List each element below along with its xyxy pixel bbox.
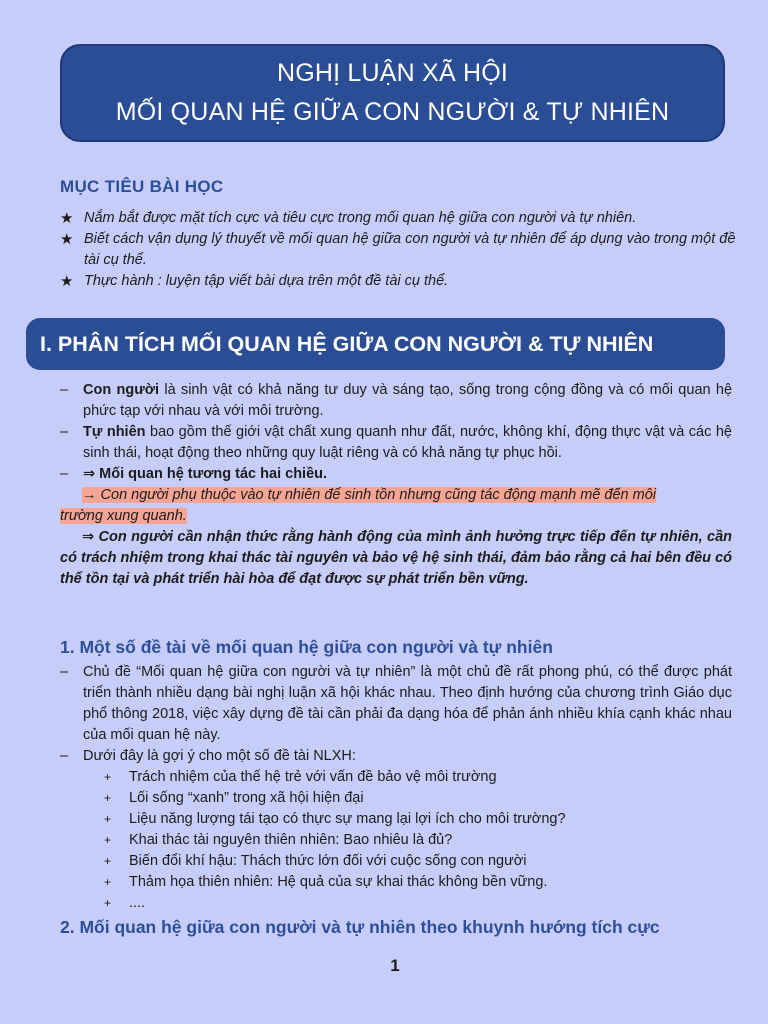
section-heading-box (26, 318, 725, 370)
list-item (60, 662, 732, 746)
section-content (60, 380, 732, 590)
topic-list (60, 767, 732, 914)
list-item (60, 464, 732, 485)
plus-marker: + (104, 875, 112, 889)
section-heading: I. PHÂN TÍCH MỐI QUAN HỆ GIỮA CON NGƯỜI & TỰ NHIÊN (40, 331, 654, 356)
goals-list (60, 208, 740, 292)
plus-marker: + (104, 770, 112, 784)
dash-marker: – (60, 664, 69, 680)
topic-item: + Khai thác tài nguyên thiên nhiên: Bao nhiêu là đủ? (60, 830, 732, 851)
highlighted-statement (60, 485, 732, 527)
goal-item (60, 229, 740, 271)
plus-marker: + (104, 791, 112, 805)
term-nature-definition: bao gồm thế giới vật chất xung quanh như đất, nước, không khí, động thực vật và các hệ sinh thái, hoạt động theo những quy luật riêng và có khả năng tự phục hồi. (83, 424, 732, 461)
goal-item (60, 208, 740, 229)
subsection-heading-1: 1. Một số đề tài về mối quan hệ giữa con người và tự nhiên (60, 637, 553, 657)
plus-marker: + (104, 854, 112, 868)
topic-intro-paragraph: Chủ đề “Mối quan hệ giữa con người và tự nhiên” là một chủ đề rất phong phú, có thể được phát triển thành nhiều dạng bài nghị luận xã hội khác nhau. Theo định hướng của chương trình Giáo dục phổ thông 2018, việc xây dựng đề tài cần phải đa dạng hóa để phản ánh nhiều khía cạnh khác nhau của mối quan hệ này. (83, 664, 732, 743)
conclusion-paragraph: ⇒ Con người cần nhận thức rằng hành động của mình ảnh hưởng trực tiếp đến tự nhiên, cần có trách nhiệm trong khai thác tài nguyên và bảo vệ hệ sinh thái, đảm bảo rằng cả hai bên đều có thể tồn tại và phát triển hài hòa để đạt được sự phát triển bền vững. (60, 529, 732, 587)
goals-heading: MỤC TIÊU BÀI HỌC (60, 177, 224, 196)
relationship-statement: ⇒ Mối quan hệ tương tác hai chiều. (83, 466, 328, 482)
star-icon: ★ (60, 273, 74, 290)
title-line-2: MỐI QUAN HỆ GIỮA CON NGƯỜI & TỰ NHIÊN (115, 98, 670, 126)
topic-item: + Lối sống “xanh” trong xã hội hiện đại (60, 788, 732, 809)
plus-marker: + (104, 833, 112, 847)
topic-item: + Liệu năng lượng tái tạo có thực sự mang lại lợi ích cho môi trường? (60, 809, 732, 830)
list-item (60, 422, 732, 464)
subsection-content (60, 662, 732, 914)
topic-item: + Thảm họa thiên nhiên: Hệ quả của sự khai thác không bền vững. (60, 872, 732, 893)
topic-item: + .... (60, 893, 732, 914)
dash-marker: – (60, 748, 69, 764)
goal-text: Biết cách vận dụng lý thuyết về mối quan hệ giữa con người và tự nhiên để áp dụng vào trong một đề tài cụ thể. (84, 231, 736, 268)
goal-item (60, 271, 740, 292)
term-human: Con người (83, 382, 160, 398)
topic-item: + Trách nhiệm của thế hệ trẻ với vấn đề bảo vệ môi trường (60, 767, 732, 788)
goal-text: Nắm bắt được mặt tích cực và tiêu cực trong mối quan hệ giữa con người và tự nhiên. (84, 210, 637, 226)
plus-marker: + (104, 896, 112, 910)
page-number: 1 (390, 956, 400, 975)
highlight-line-2: trường xung quanh. (60, 508, 187, 524)
list-item (60, 380, 732, 422)
highlight-line-1: → Con người phụ thuộc vào tự nhiên để sinh tồn nhưng cũng tác động mạnh mẽ đến môi (82, 487, 657, 503)
title-line-1: NGHỊ LUẬN XÃ HỘI (276, 59, 509, 87)
topic-suggestion-label: Dưới đây là gợi ý cho một số đề tài NLXH: (83, 748, 356, 764)
goal-text: Thực hành : luyện tập viết bài dựa trên một đề tài cụ thể. (84, 273, 449, 289)
plus-marker: + (104, 812, 112, 826)
topic-item: + Biến đổi khí hậu: Thách thức lớn đối với cuộc sống con người (60, 851, 732, 872)
list-item (60, 746, 732, 767)
star-icon: ★ (60, 210, 74, 227)
document-title-box (60, 44, 725, 142)
dash-marker: – (60, 382, 69, 398)
star-icon: ★ (60, 231, 74, 248)
dash-marker: – (60, 466, 69, 482)
term-nature: Tự nhiên (83, 424, 146, 440)
term-human-definition: là sinh vật có khả năng tư duy và sáng tạo, sống trong cộng đồng và có mối quan hệ phức tạp với nhau và với môi trường. (83, 382, 733, 419)
dash-marker: – (60, 424, 69, 440)
subsection-heading-2: 2. Mối quan hệ giữa con người và tự nhiên theo khuynh hướng tích cực (60, 917, 660, 937)
